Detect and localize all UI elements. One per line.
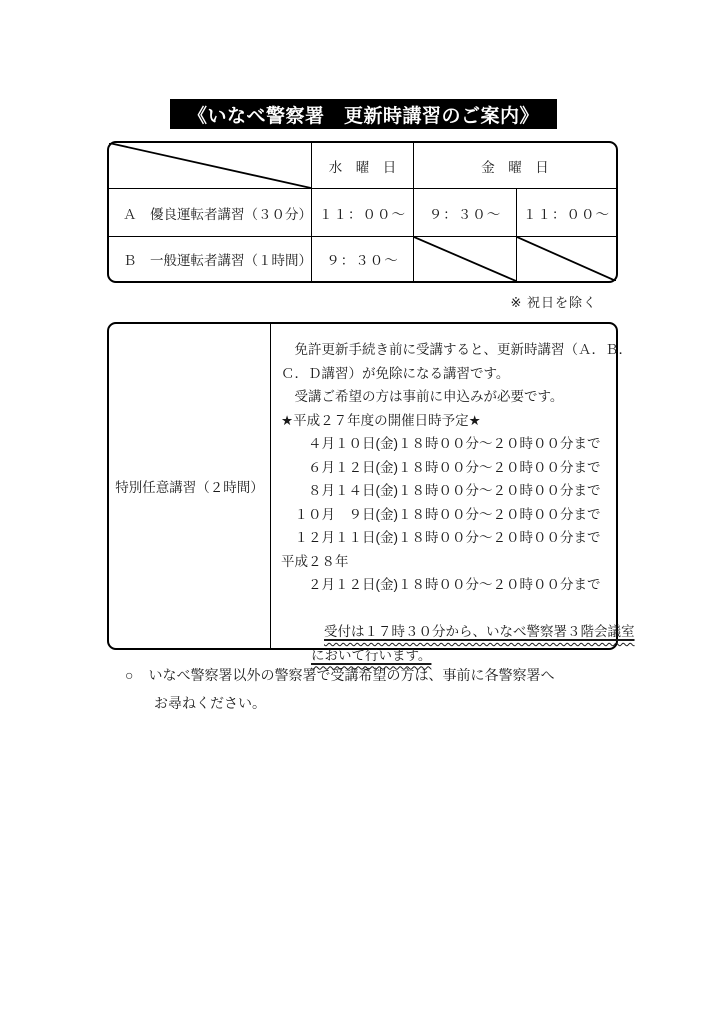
row-a-friday-time-2: １１：００～ xyxy=(516,188,616,236)
special-desc-line: 免許更新手続き前に受講すると、更新時講習（Ａ．Ｂ． xyxy=(281,342,632,357)
bottom-note xyxy=(125,661,625,717)
special-date-line: ６月１２日(金)１８時００分～２０時００分まで xyxy=(281,459,601,475)
row-b-wednesday-time: ９：３０～ xyxy=(311,236,413,281)
row-b-friday-cell-1 xyxy=(413,236,516,281)
holiday-footnote: ※ 祝日を除く xyxy=(510,295,597,310)
special-date-line: １２月１１日(金)１８時００分～２０時００分まで xyxy=(281,530,601,545)
special-schedule-heading: ★平成２７年度の開催日時予定★ xyxy=(281,412,481,428)
special-date-line: ２月１２日(金)１８時００分～２０時００分まで xyxy=(281,577,601,592)
diagonal-line-icon xyxy=(109,143,311,188)
bottom-note-text-1: いなべ警察署以外の警察署で受講希望の方は、事前に各警察署へ xyxy=(148,667,555,683)
row-b-label: Ｂ 一般運転者講習（１時間） xyxy=(109,236,311,281)
row-a-friday-time-1: ９：３０～ xyxy=(413,188,516,236)
diagonal-line-icon xyxy=(517,237,616,281)
reception-note-line-2: において行います。 xyxy=(311,647,432,663)
special-course-label: 特別任意講習（２時間） xyxy=(115,480,264,495)
row-a-label: Ａ 優良運転者講習（３０分） xyxy=(109,188,311,236)
special-desc-line: Ｃ．Ｄ講習）が免除になる講習です。 xyxy=(281,365,510,381)
special-desc-line: 受講ご希望の方は事前に申込みが必要です。 xyxy=(281,389,564,404)
schedule-header-wednesday: 水 曜 日 xyxy=(311,143,413,188)
special-date-line: ４月１０日(金)１８時００分～２０時００分まで xyxy=(281,436,601,451)
row-b-friday-cell-2 xyxy=(516,236,616,281)
reception-note-line-1: 受付は１７時３０分から、いなべ警察署３階会議室 xyxy=(324,624,635,639)
diagonal-line-icon xyxy=(414,237,516,281)
row-a-wednesday-time: １１：００～ xyxy=(311,188,413,236)
special-course-details xyxy=(270,324,637,663)
special-date-line: １０月 ９日(金)１８時００分～２０時００分まで xyxy=(281,506,601,522)
page-title: 《いなべ警察署 更新時講習のご案内》 xyxy=(170,99,557,129)
schedule-header-friday: 金 曜 日 xyxy=(413,143,616,188)
schedule-table xyxy=(107,141,618,283)
special-date-line: ８月１４日(金)１８時００分～２０時００分まで xyxy=(281,483,601,498)
circle-bullet-icon: ○ xyxy=(125,667,134,683)
bottom-note-text-2: お尋ねください。 xyxy=(154,695,266,711)
special-year-line: 平成２８年 xyxy=(281,553,349,569)
schedule-header-corner-cell xyxy=(109,143,311,188)
special-course-table xyxy=(107,322,635,663)
